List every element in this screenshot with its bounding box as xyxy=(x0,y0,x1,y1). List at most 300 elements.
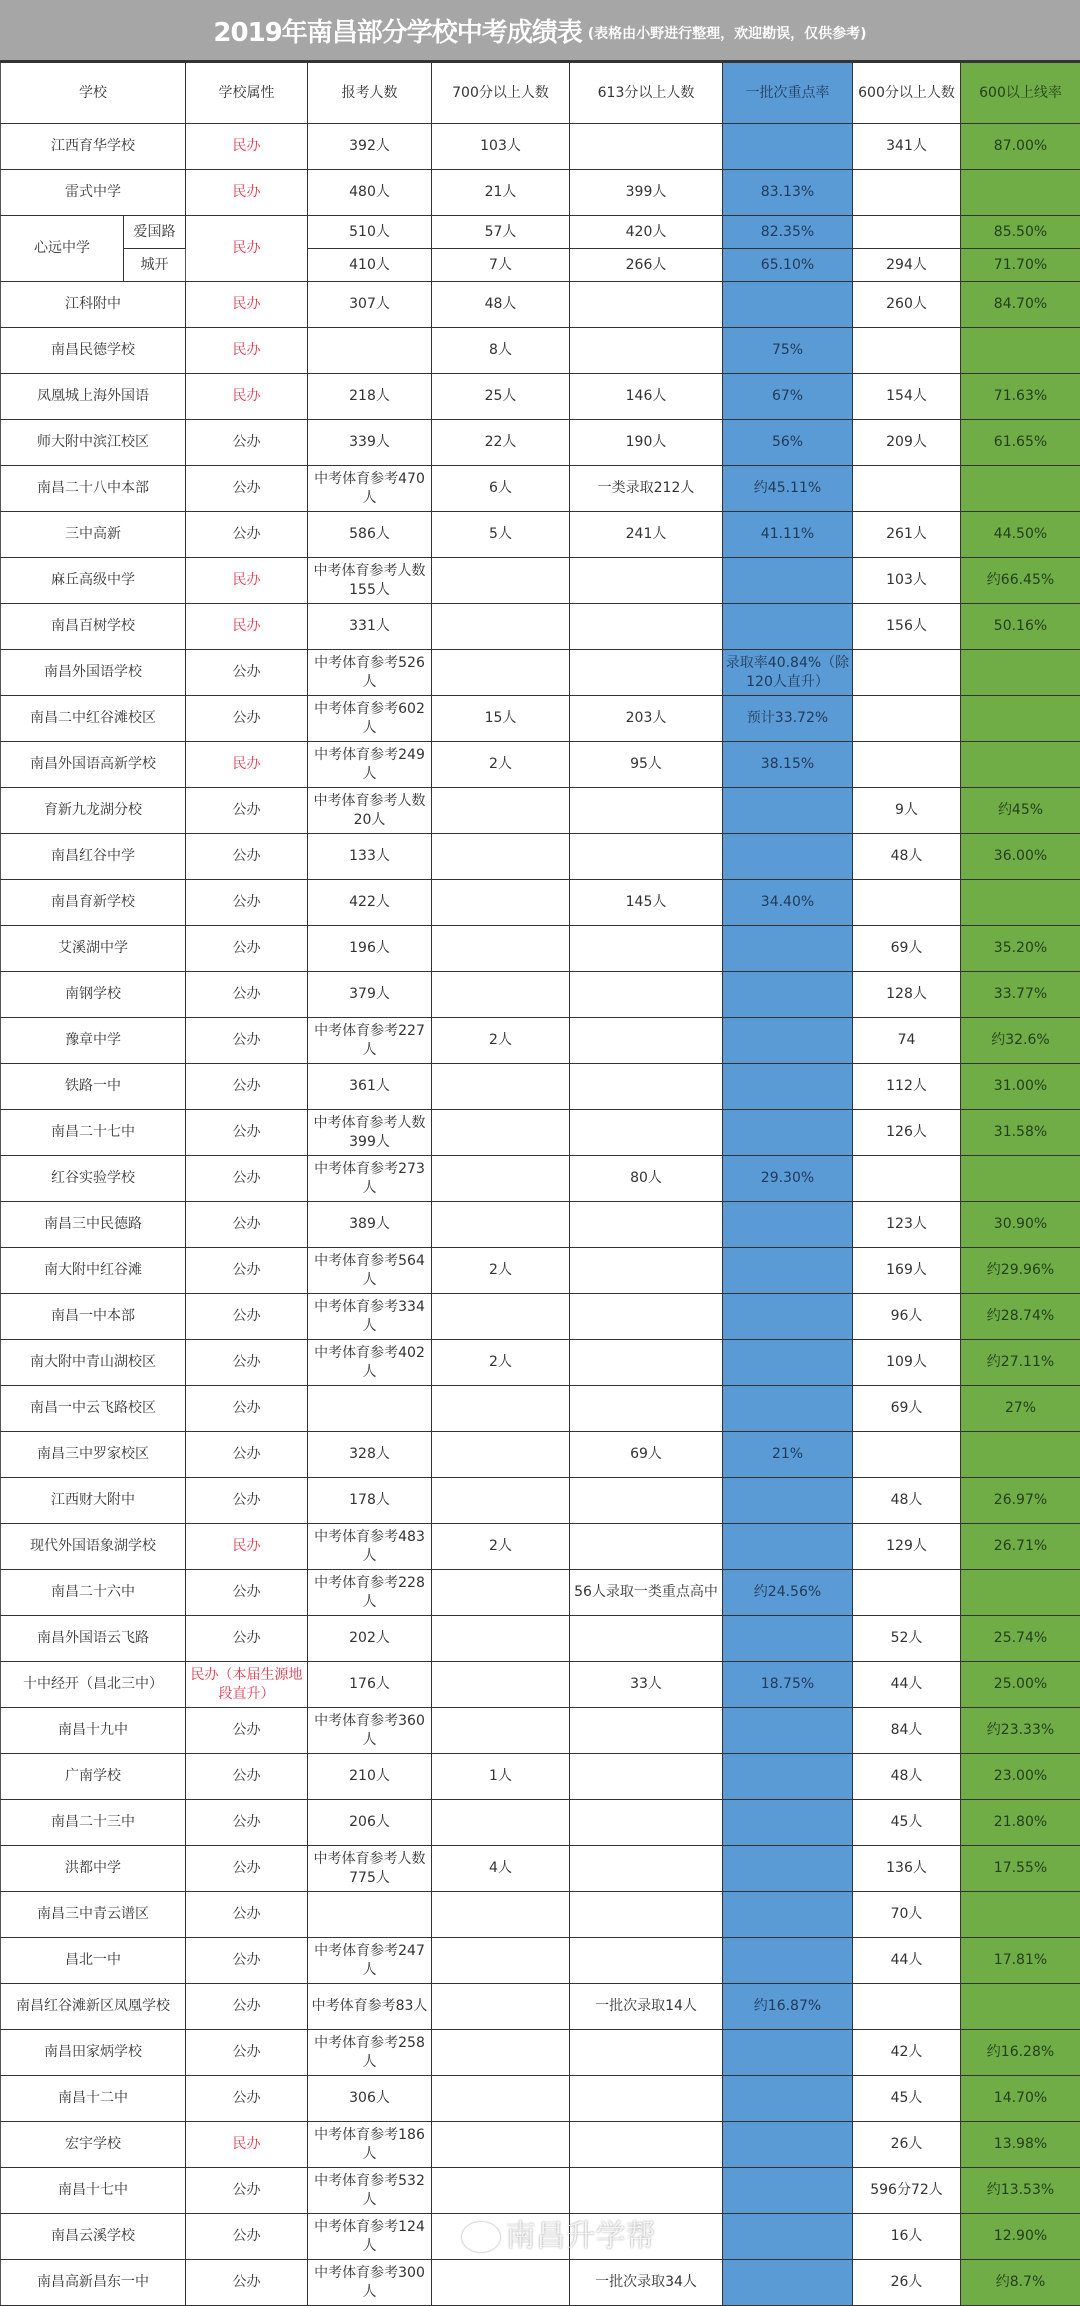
above613-cell xyxy=(570,328,723,374)
rate600-cell: 25.00% xyxy=(961,1662,1080,1708)
applicants-cell: 中考体育参考470人 xyxy=(308,466,432,512)
above700-cell xyxy=(432,788,570,834)
scores-table xyxy=(0,62,1080,2306)
table-row xyxy=(1,1386,1080,1432)
applicants-cell: 中考体育参考186人 xyxy=(308,2122,432,2168)
rate-batch1-cell xyxy=(723,1616,853,1662)
school-name: 南昌三中罗家校区 xyxy=(1,1432,186,1478)
above700-cell xyxy=(432,650,570,696)
above700-cell xyxy=(432,926,570,972)
table-title: 2019年南昌部分学校中考成绩表 xyxy=(213,12,581,49)
above613-cell xyxy=(570,1202,723,1248)
above613-cell xyxy=(570,1294,723,1340)
school-type: 民办 xyxy=(186,216,308,282)
above600-cell: 69人 xyxy=(853,926,961,972)
rate-batch1-cell: 34.40% xyxy=(723,880,853,926)
table-row xyxy=(1,926,1080,972)
applicants-cell: 178人 xyxy=(308,1478,432,1524)
table-row xyxy=(1,2076,1080,2122)
table-row xyxy=(1,1800,1080,1846)
school-type: 民办（本届生源地段直升） xyxy=(186,1662,308,1708)
applicants-cell: 389人 xyxy=(308,1202,432,1248)
school-type: 公办 xyxy=(186,1478,308,1524)
above613-cell: 56人录取一类重点高中 xyxy=(570,1570,723,1616)
applicants-cell: 中考体育参考273人 xyxy=(308,1156,432,1202)
rate-batch1-cell xyxy=(723,1754,853,1800)
above700-cell: 2人 xyxy=(432,742,570,788)
above700-cell xyxy=(432,1570,570,1616)
applicants-cell: 480人 xyxy=(308,170,432,216)
school-name: 南昌田家炳学校 xyxy=(1,2030,186,2076)
table-row xyxy=(1,1156,1080,1202)
rate-batch1-cell: 约45.11% xyxy=(723,466,853,512)
above600-cell: 112人 xyxy=(853,1064,961,1110)
above700-cell: 21人 xyxy=(432,170,570,216)
rate600-cell: 31.58% xyxy=(961,1110,1080,1156)
school-name: 雷式中学 xyxy=(1,170,186,216)
rate600-cell xyxy=(961,1984,1080,2030)
rate-batch1-cell xyxy=(723,1524,853,1570)
above613-cell: 95人 xyxy=(570,742,723,788)
table-row xyxy=(1,328,1080,374)
rate-batch1-cell: 56% xyxy=(723,420,853,466)
above700-cell: 5人 xyxy=(432,512,570,558)
above613-cell xyxy=(570,124,723,170)
above600-cell: 44人 xyxy=(853,1938,961,1984)
applicants-cell: 中考体育参考83人 xyxy=(308,1984,432,2030)
school-type: 公办 xyxy=(186,1064,308,1110)
school-name: 豫章中学 xyxy=(1,1018,186,1064)
rate-batch1-cell: 67% xyxy=(723,374,853,420)
school-name: 师大附中滨江校区 xyxy=(1,420,186,466)
rate600-cell: 23.00% xyxy=(961,1754,1080,1800)
school-name: 南昌外国语云飞路 xyxy=(1,1616,186,1662)
applicants-cell: 中考体育参考526人 xyxy=(308,650,432,696)
rate-batch1-cell xyxy=(723,604,853,650)
above613-cell xyxy=(570,1064,723,1110)
above600-cell: 209人 xyxy=(853,420,961,466)
above600-cell xyxy=(853,466,961,512)
rate-batch1-cell: 约24.56% xyxy=(723,1570,853,1616)
above613-cell xyxy=(570,2168,723,2214)
applicants-cell: 510人 xyxy=(308,216,432,249)
above613-cell: 一类录取212人 xyxy=(570,466,723,512)
school-name: 南昌百树学校 xyxy=(1,604,186,650)
above613-cell: 241人 xyxy=(570,512,723,558)
school-name: 三中高新 xyxy=(1,512,186,558)
header-above700: 700分以上人数 xyxy=(432,63,570,124)
rate-batch1-cell xyxy=(723,1064,853,1110)
above613-cell xyxy=(570,1110,723,1156)
table-row xyxy=(1,1984,1080,2030)
above700-cell: 2人 xyxy=(432,1018,570,1064)
school-name: 南昌三中民德路 xyxy=(1,1202,186,1248)
above613-cell xyxy=(570,282,723,328)
above600-cell: 84人 xyxy=(853,1708,961,1754)
rate600-cell: 约45% xyxy=(961,788,1080,834)
above600-cell: 26人 xyxy=(853,2122,961,2168)
applicants-cell: 中考体育参考人数155人 xyxy=(308,558,432,604)
above700-cell: 57人 xyxy=(432,216,570,249)
school-name: 红谷实验学校 xyxy=(1,1156,186,1202)
applicants-cell: 中考体育参考228人 xyxy=(308,1570,432,1616)
applicants-cell: 中考体育参考249人 xyxy=(308,742,432,788)
above600-cell: 169人 xyxy=(853,1248,961,1294)
rate-batch1-cell xyxy=(723,834,853,880)
rate-batch1-cell xyxy=(723,558,853,604)
above700-cell: 2人 xyxy=(432,1340,570,1386)
rate600-cell: 约32.6% xyxy=(961,1018,1080,1064)
school-type: 公办 xyxy=(186,2214,308,2260)
school-name: 江西育华学校 xyxy=(1,124,186,170)
above613-cell: 一批次录取34人 xyxy=(570,2260,723,2306)
rate-batch1-cell: 82.35% xyxy=(723,216,853,249)
above700-cell xyxy=(432,558,570,604)
rate600-cell: 27% xyxy=(961,1386,1080,1432)
above700-cell xyxy=(432,2076,570,2122)
table-row xyxy=(1,696,1080,742)
above700-cell xyxy=(432,2260,570,2306)
school-name: 南昌二十三中 xyxy=(1,1800,186,1846)
rate600-cell: 71.70% xyxy=(961,249,1080,282)
table-row xyxy=(1,216,1080,249)
above700-cell xyxy=(432,1432,570,1478)
school-name: 南大附中青山湖校区 xyxy=(1,1340,186,1386)
school-type: 公办 xyxy=(186,972,308,1018)
rate600-cell: 21.80% xyxy=(961,1800,1080,1846)
applicants-cell: 中考体育参考602人 xyxy=(308,696,432,742)
applicants-cell: 328人 xyxy=(308,1432,432,1478)
rate600-cell: 12.90% xyxy=(961,2214,1080,2260)
school-type: 公办 xyxy=(186,880,308,926)
rate-batch1-cell xyxy=(723,1800,853,1846)
rate600-cell: 13.98% xyxy=(961,2122,1080,2168)
school-type: 公办 xyxy=(186,1432,308,1478)
school-type: 公办 xyxy=(186,1892,308,1938)
rate-batch1-cell xyxy=(723,2122,853,2168)
applicants-cell: 中考体育参考532人 xyxy=(308,2168,432,2214)
above613-cell xyxy=(570,972,723,1018)
rate-batch1-cell xyxy=(723,2260,853,2306)
rate600-cell xyxy=(961,1432,1080,1478)
above700-cell xyxy=(432,1478,570,1524)
rate600-cell: 约29.96% xyxy=(961,1248,1080,1294)
above700-cell: 4人 xyxy=(432,1846,570,1892)
above600-cell: 96人 xyxy=(853,1294,961,1340)
header-row xyxy=(1,63,1080,124)
table-row xyxy=(1,282,1080,328)
above600-cell: 70人 xyxy=(853,1892,961,1938)
above700-cell xyxy=(432,880,570,926)
rate600-cell xyxy=(961,742,1080,788)
table-row xyxy=(1,1340,1080,1386)
table-row xyxy=(1,249,1080,282)
above700-cell: 7人 xyxy=(432,249,570,282)
above700-cell xyxy=(432,1064,570,1110)
school-type: 公办 xyxy=(186,1846,308,1892)
school-name: 南昌二十七中 xyxy=(1,1110,186,1156)
rate600-cell: 44.50% xyxy=(961,512,1080,558)
header-above600: 600分以上人数 xyxy=(853,63,961,124)
rate600-cell xyxy=(961,1892,1080,1938)
applicants-cell: 307人 xyxy=(308,282,432,328)
above700-cell xyxy=(432,1892,570,1938)
rate600-cell: 87.00% xyxy=(961,124,1080,170)
rate600-cell xyxy=(961,650,1080,696)
rate600-cell: 约8.7% xyxy=(961,2260,1080,2306)
above600-cell: 126人 xyxy=(853,1110,961,1156)
above613-cell xyxy=(570,1708,723,1754)
table-row xyxy=(1,604,1080,650)
rate-batch1-cell xyxy=(723,788,853,834)
rate600-cell: 约27.11% xyxy=(961,1340,1080,1386)
above700-cell: 22人 xyxy=(432,420,570,466)
table-row xyxy=(1,788,1080,834)
above613-cell xyxy=(570,1800,723,1846)
above613-cell xyxy=(570,650,723,696)
rate-batch1-cell xyxy=(723,1892,853,1938)
applicants-cell: 中考体育参考124人 xyxy=(308,2214,432,2260)
school-name: 江科附中 xyxy=(1,282,186,328)
applicants-cell: 中考体育参考564人 xyxy=(308,1248,432,1294)
table-title-note: (表格由小野进行整理，欢迎勘误，仅供参考) xyxy=(588,23,867,43)
rate-batch1-cell: 65.10% xyxy=(723,249,853,282)
school-name: 南昌二十八中本部 xyxy=(1,466,186,512)
school-type: 公办 xyxy=(186,1754,308,1800)
above613-cell: 69人 xyxy=(570,1432,723,1478)
applicants-cell: 176人 xyxy=(308,1662,432,1708)
school-name: 广南学校 xyxy=(1,1754,186,1800)
school-name: 南昌外国语高新学校 xyxy=(1,742,186,788)
above600-cell: 16人 xyxy=(853,2214,961,2260)
table-row xyxy=(1,1846,1080,1892)
above600-cell: 341人 xyxy=(853,124,961,170)
school-name: 南昌云溪学校 xyxy=(1,2214,186,2260)
rate-batch1-cell: 41.11% xyxy=(723,512,853,558)
rate-batch1-cell: 29.30% xyxy=(723,1156,853,1202)
school-name: 南昌民德学校 xyxy=(1,328,186,374)
above613-cell xyxy=(570,1938,723,1984)
above600-cell: 129人 xyxy=(853,1524,961,1570)
applicants-cell: 202人 xyxy=(308,1616,432,1662)
above600-cell xyxy=(853,170,961,216)
rate-batch1-cell xyxy=(723,1018,853,1064)
school-type: 公办 xyxy=(186,1386,308,1432)
rate600-cell xyxy=(961,696,1080,742)
school-name: 南昌十七中 xyxy=(1,2168,186,2214)
above600-cell: 45人 xyxy=(853,1800,961,1846)
school-type: 民办 xyxy=(186,124,308,170)
school-type: 民办 xyxy=(186,558,308,604)
school-name: 南昌一中云飞路校区 xyxy=(1,1386,186,1432)
applicants-cell: 392人 xyxy=(308,124,432,170)
applicants-cell: 306人 xyxy=(308,2076,432,2122)
applicants-cell: 中考体育参考300人 xyxy=(308,2260,432,2306)
rate-batch1-cell: 38.15% xyxy=(723,742,853,788)
above600-cell xyxy=(853,696,961,742)
school-name: 洪都中学 xyxy=(1,1846,186,1892)
applicants-cell: 210人 xyxy=(308,1754,432,1800)
header-school: 学校 xyxy=(1,63,186,124)
school-type: 民办 xyxy=(186,170,308,216)
rate-batch1-cell xyxy=(723,1938,853,1984)
school-type: 公办 xyxy=(186,1938,308,1984)
above600-cell: 48人 xyxy=(853,1754,961,1800)
rate600-cell: 25.74% xyxy=(961,1616,1080,1662)
above613-cell: 190人 xyxy=(570,420,723,466)
table-row xyxy=(1,558,1080,604)
above600-cell: 69人 xyxy=(853,1386,961,1432)
table-row xyxy=(1,512,1080,558)
above700-cell: 48人 xyxy=(432,282,570,328)
header-above613: 613分以上人数 xyxy=(570,63,723,124)
above600-cell: 128人 xyxy=(853,972,961,1018)
above613-cell xyxy=(570,1386,723,1432)
table-row xyxy=(1,374,1080,420)
above613-cell xyxy=(570,788,723,834)
table-row xyxy=(1,1478,1080,1524)
table-row xyxy=(1,742,1080,788)
applicants-cell: 中考体育参考258人 xyxy=(308,2030,432,2076)
school-type: 民办 xyxy=(186,328,308,374)
applicants-cell: 361人 xyxy=(308,1064,432,1110)
above613-cell: 420人 xyxy=(570,216,723,249)
applicants-cell: 中考体育参考人数775人 xyxy=(308,1846,432,1892)
above613-cell: 146人 xyxy=(570,374,723,420)
header-applicants: 报考人数 xyxy=(308,63,432,124)
school-name: 南昌红谷滩新区凤凰学校 xyxy=(1,1984,186,2030)
applicants-cell: 中考体育参考360人 xyxy=(308,1708,432,1754)
school-name: 南昌红谷中学 xyxy=(1,834,186,880)
table-row xyxy=(1,880,1080,926)
table-row xyxy=(1,972,1080,1018)
above613-cell: 399人 xyxy=(570,170,723,216)
above700-cell: 2人 xyxy=(432,1248,570,1294)
above600-cell: 136人 xyxy=(853,1846,961,1892)
above613-cell xyxy=(570,1248,723,1294)
above613-cell xyxy=(570,2030,723,2076)
rate600-cell: 约28.74% xyxy=(961,1294,1080,1340)
school-name: 南昌十九中 xyxy=(1,1708,186,1754)
table-row xyxy=(1,1570,1080,1616)
above700-cell: 25人 xyxy=(432,374,570,420)
above700-cell: 2人 xyxy=(432,1524,570,1570)
above600-cell xyxy=(853,742,961,788)
wechat-icon xyxy=(462,2222,500,2252)
school-name: 南昌外国语学校 xyxy=(1,650,186,696)
rate600-cell: 50.16% xyxy=(961,604,1080,650)
school-type: 民办 xyxy=(186,604,308,650)
above700-cell: 6人 xyxy=(432,466,570,512)
above613-cell xyxy=(570,1018,723,1064)
school-name: 现代外国语象湖学校 xyxy=(1,1524,186,1570)
table-row xyxy=(1,1432,1080,1478)
table-row xyxy=(1,2168,1080,2214)
above700-cell xyxy=(432,1708,570,1754)
rate-batch1-cell xyxy=(723,1294,853,1340)
school-type: 公办 xyxy=(186,1202,308,1248)
applicants-cell: 中考体育参考人数20人 xyxy=(308,788,432,834)
applicants-cell: 196人 xyxy=(308,926,432,972)
applicants-cell xyxy=(308,1386,432,1432)
above600-cell xyxy=(853,880,961,926)
above600-cell: 42人 xyxy=(853,2030,961,2076)
rate-batch1-cell: 83.13% xyxy=(723,170,853,216)
watermark-text: 南昌升学帮 xyxy=(506,2219,656,2255)
applicants-cell: 中考体育参考334人 xyxy=(308,1294,432,1340)
rate600-cell xyxy=(961,1156,1080,1202)
school-name: 南大附中红谷滩 xyxy=(1,1248,186,1294)
above600-cell: 103人 xyxy=(853,558,961,604)
above613-cell xyxy=(570,1846,723,1892)
table-row xyxy=(1,1294,1080,1340)
campus-name: 爱国路 xyxy=(124,216,186,249)
above700-cell xyxy=(432,2122,570,2168)
above613-cell xyxy=(570,2076,723,2122)
rate-batch1-cell: 75% xyxy=(723,328,853,374)
school-name: 十中经开（昌北三中） xyxy=(1,1662,186,1708)
rate-batch1-cell xyxy=(723,282,853,328)
above700-cell xyxy=(432,604,570,650)
table-title-band xyxy=(0,0,1080,62)
above613-cell xyxy=(570,604,723,650)
rate600-cell xyxy=(961,880,1080,926)
above613-cell xyxy=(570,926,723,972)
rate600-cell xyxy=(961,466,1080,512)
rate-batch1-cell xyxy=(723,1110,853,1156)
school-type: 民办 xyxy=(186,1524,308,1570)
above600-cell: 48人 xyxy=(853,1478,961,1524)
school-name: 心远中学 xyxy=(1,216,124,282)
table-row xyxy=(1,834,1080,880)
rate600-cell: 约66.45% xyxy=(961,558,1080,604)
rate600-cell: 26.97% xyxy=(961,1478,1080,1524)
table-row xyxy=(1,124,1080,170)
applicants-cell: 中考体育参考483人 xyxy=(308,1524,432,1570)
above600-cell xyxy=(853,328,961,374)
rate-batch1-cell xyxy=(723,1846,853,1892)
above700-cell xyxy=(432,834,570,880)
applicants-cell: 379人 xyxy=(308,972,432,1018)
header-rate600: 600以上线率 xyxy=(961,63,1080,124)
rate600-cell: 84.70% xyxy=(961,282,1080,328)
rate-batch1-cell xyxy=(723,2030,853,2076)
above613-cell xyxy=(570,558,723,604)
above613-cell: 80人 xyxy=(570,1156,723,1202)
applicants-cell: 中考体育参考402人 xyxy=(308,1340,432,1386)
school-type: 公办 xyxy=(186,512,308,558)
table-row xyxy=(1,1708,1080,1754)
table-row xyxy=(1,650,1080,696)
above700-cell xyxy=(432,1800,570,1846)
table-row xyxy=(1,1018,1080,1064)
rate-batch1-cell: 约16.87% xyxy=(723,1984,853,2030)
above700-cell: 8人 xyxy=(432,328,570,374)
above600-cell: 261人 xyxy=(853,512,961,558)
school-type: 公办 xyxy=(186,2076,308,2122)
above600-cell: 48人 xyxy=(853,834,961,880)
above700-cell xyxy=(432,1616,570,1662)
applicants-cell: 331人 xyxy=(308,604,432,650)
school-type: 公办 xyxy=(186,1156,308,1202)
above700-cell xyxy=(432,2168,570,2214)
above700-cell xyxy=(432,972,570,1018)
above613-cell xyxy=(570,834,723,880)
above600-cell xyxy=(853,650,961,696)
above700-cell xyxy=(432,1662,570,1708)
above600-cell: 123人 xyxy=(853,1202,961,1248)
rate-batch1-cell xyxy=(723,1340,853,1386)
